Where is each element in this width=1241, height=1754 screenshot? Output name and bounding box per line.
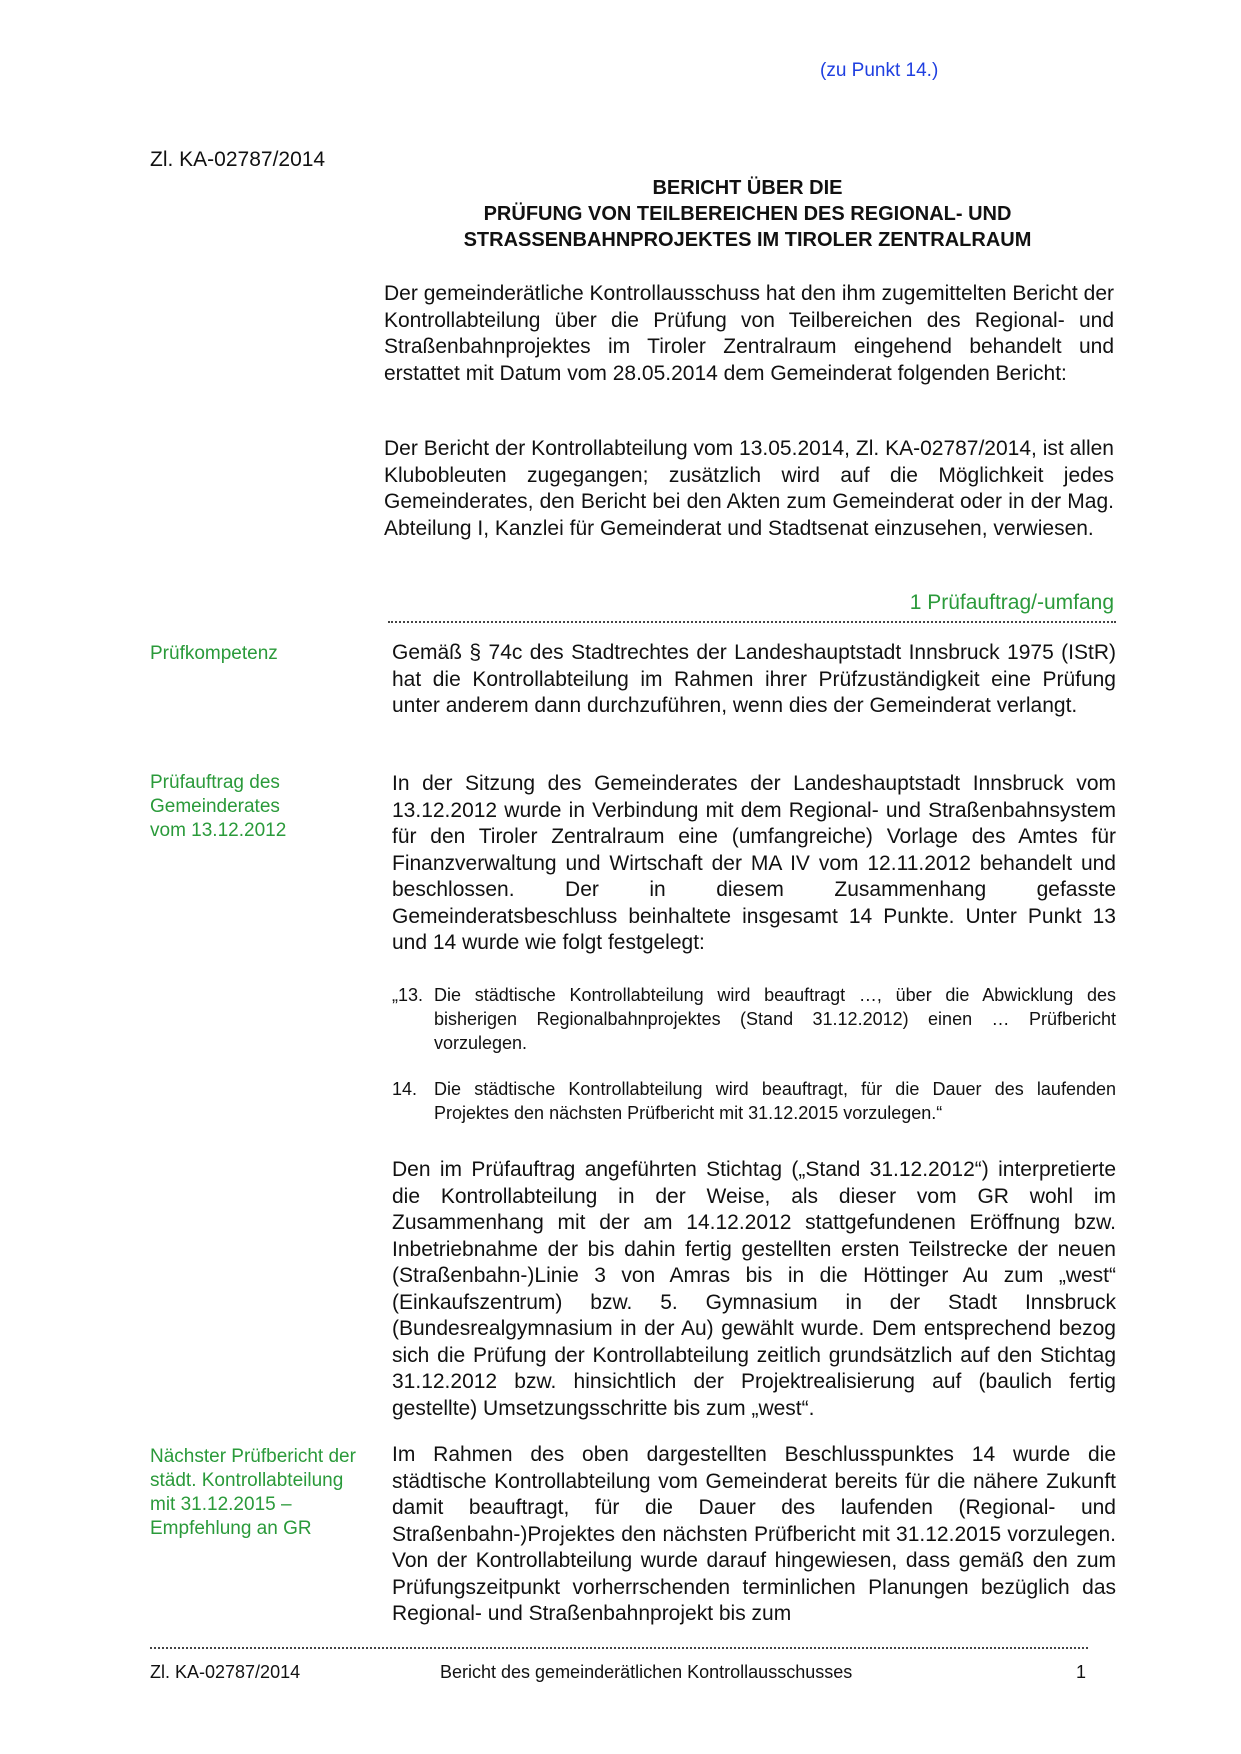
margin-note-line: Nächster Prüfbericht der — [150, 1446, 356, 1467]
footer-file-number: Zl. KA-02787/2014 — [150, 1662, 301, 1682]
section-heading: 1 Prüfauftrag/-umfang — [909, 591, 1114, 614]
quote-number: „13. — [392, 985, 424, 1005]
intro-paragraph-1: Der gemeinderätliche Kontrollausschuss hat den ihm zugemittelten Bericht der Kontrollabteilung über die Prüfung von Teilbereichen des Regional- und Straßenbahnprojektes im Tiroler Zentralraum eingehend behandelt und erstattet mit Datum vom 28.05.2014 dem Gemeinderat folgenden Bericht: — [384, 282, 1114, 385]
title-line-2: PRÜFUNG VON TEILBEREICHEN DES REGIONAL- UND — [483, 203, 1012, 225]
margin-note-line: Empfehlung an GR — [150, 1518, 312, 1539]
footer-divider — [150, 1647, 1088, 1649]
margin-note-line: städt. Kontrollabteilung — [150, 1470, 344, 1491]
quote-item-14 — [392, 1077, 1116, 1125]
body-paragraph-2: In der Sitzung des Gemeinderates der Landeshauptstadt Innsbruck vom 13.12.2012 wurde in Verbindung mit dem Regional- und Straßenbahnsystem für den Tiroler Zentralraum eine (umfangreiche) Vorlage des Amtes für Finanzverwaltung und Wirtschaft der MA IV vom 12.11.2012 behandelt und beschlossen. Der in diesem Zusammenhang gefasste Gemeinderatsbeschluss beinhaltete insgesamt 14 Punkte. Unter Punkt 13 und 14 wurde wie folgt festgelegt: — [392, 772, 1116, 954]
quote-text: Die städtische Kontrollabteilung wird beauftragt …, über die Abwicklung des bisherigen Regionalbahnprojektes (Stand 31.12.2012) einen … Prüfbericht vorzulegen. — [434, 985, 1116, 1053]
body-paragraph-1: Gemäß § 74c des Stadtrechtes der Landeshauptstadt Innsbruck 1975 (IStR) hat die Kontrollabteilung im Rahmen ihrer Prüfzuständigkeit eine Prüfung unter anderem dann durchzuführen, wenn dies der Gemeinderat verlangt. — [392, 641, 1116, 717]
agenda-reference: (zu Punkt 14.) — [820, 60, 939, 81]
margin-note-pruefkompetenz: Prüfkompetenz — [150, 643, 278, 664]
margin-note-naechster-pruefbericht — [150, 1445, 385, 1541]
intro-paragraph-2: Der Bericht der Kontrollabteilung vom 13.05.2014, Zl. KA-02787/2014, ist allen Klubobleuten zugegangen; zusätzlich wird auf die Möglichkeit jedes Gemeinderates, den Bericht bei den Akten zum Gemeinderat oder in der Mag. Abteilung I, Kanzlei für Gemeinderat und Stadtsenat einzusehen, verwiesen. — [384, 437, 1114, 540]
file-number: Zl. KA-02787/2014 — [150, 148, 326, 171]
margin-note-line: mit 31.12.2015 – — [150, 1494, 292, 1515]
margin-note-line: Prüfauftrag des — [150, 772, 280, 793]
margin-note-line: Gemeinderates — [150, 796, 280, 817]
body-paragraph-4: Im Rahmen des oben dargestellten Beschlusspunktes 14 wurde die städtische Kontrollabteilung vom Gemeinderat bereits für die nähere Zukunft damit beauftragt, für die Dauer des laufenden (Regional- und Straßenbahn-)Projektes den nächsten Prüfbericht mit 31.12.2015 vorzulegen. Von der Kontrollabteilung wurde darauf hingewiesen, dass gemäß den zum Prüfungszeitpunkt vorherrschenden terminlichen Planungen bezüglich das Regional- und Straßenbahnprojekt bis zum — [392, 1443, 1116, 1625]
footer-title: Bericht des gemeinderätlichen Kontrollausschusses — [440, 1662, 853, 1682]
document-title — [380, 175, 1115, 253]
body-paragraph-3: Den im Prüfauftrag angeführten Stichtag („Stand 31.12.2012“) interpretierte die Kontrollabteilung in der Weise, als dieser vom GR wohl im Zusammenhang mit der am 14.12.2012 stattgefundenen Eröffnung bzw. Inbetriebnahme der bis dahin fertig gestellten ersten Teilstrecke der neuen (Straßenbahn-)Linie 3 von Amras bis in die Höttinger Au zum „west“ (Einkaufszentrum) bzw. 5. Gymnasium in der Stadt Innsbruck (Bundesrealgymnasium in der Au) gewählt wurde. Dem entsprechend bezog sich die Prüfung der Kontrollabteilung zeitlich grundsätzlich auf den Stichtag 31.12.2012 bzw. hinsichtlich der Projektrealisierung auf (baulich fertig gestellte) Umsetzungsschritte bis zum „west“. — [392, 1158, 1116, 1420]
page-number: 1 — [1076, 1662, 1087, 1682]
title-line-1: BERICHT ÜBER DIE — [652, 177, 843, 199]
title-line-3: STRASSENBAHNPROJEKTES IM TIROLER ZENTRALRAUM — [463, 229, 1032, 251]
quote-item-13 — [392, 983, 1116, 1055]
margin-note-pruefauftrag — [150, 771, 385, 843]
quote-text: Die städtische Kontrollabteilung wird beauftragt, für die Dauer des laufenden Projektes den nächsten Prüfbericht mit 31.12.2015 vorzulegen.“ — [434, 1079, 1116, 1123]
quote-number: 14. — [392, 1079, 418, 1099]
margin-note-line: vom 13.12.2012 — [150, 820, 287, 841]
section-divider — [388, 621, 1116, 623]
